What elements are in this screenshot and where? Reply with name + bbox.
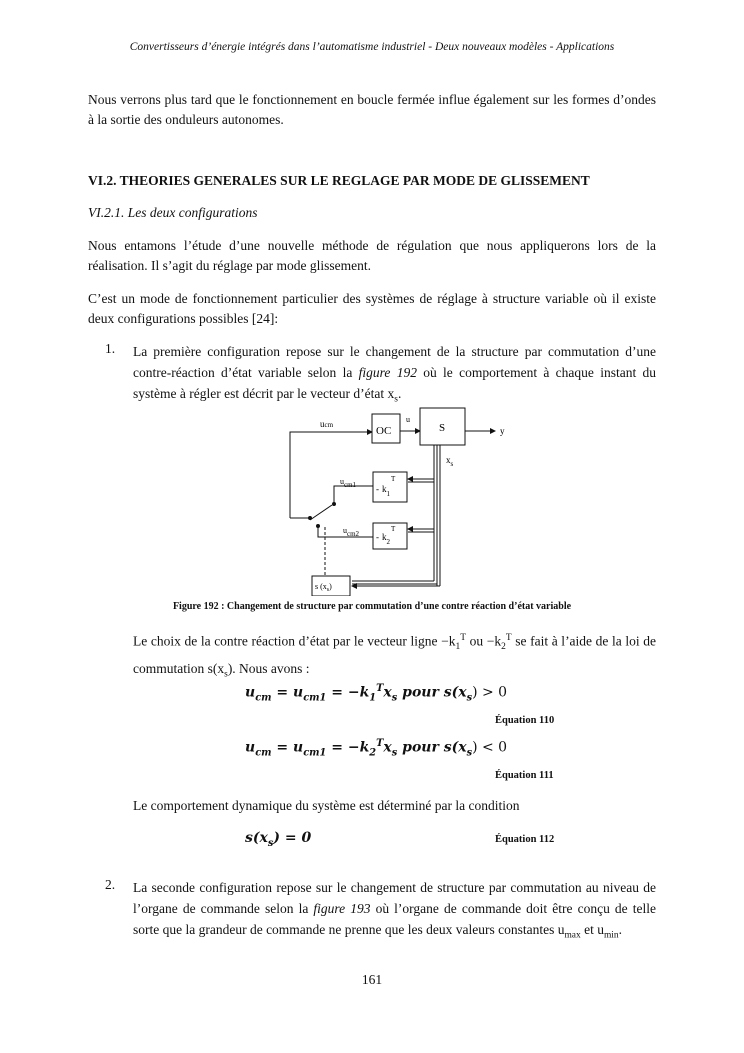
equation-110-label: Équation 110 [495, 715, 555, 726]
equation-112-label: Équation 112 [495, 834, 555, 845]
label-sxs: s $(x_s)$ [315, 582, 332, 593]
label-oc: OC [376, 425, 392, 437]
label-k1-sup: T [391, 475, 396, 483]
label-ucm2: ucm2 [343, 526, 360, 538]
list-item-1: La première configuration repose sur le changement de la structure par commutation d’une contre-réaction d’état variable selon la figure 192 où le comportement à chaque instant du système à régler est décrit par le vecteur d’état $x_s$. [133, 344, 656, 405]
figure-caption: Figure 192 : Changement de structure par commutation d’une contre réaction d’état variable [172, 601, 572, 612]
dynamic-paragraph: Le comportement dynamique du système est déterminé par la condition [133, 798, 520, 813]
label-xs: $x_s$ [446, 455, 454, 468]
equation-111-label: Équation 111 [495, 770, 554, 781]
page-number: 161 [361, 972, 383, 987]
list-item-2: La seconde configuration repose sur le changement de structure par commutation au niveau de l’organe de commande selon la figure 193 où l’organe de commande doit être conçu de telle sorte que la grandeur de commande ne prenne que les deux valeurs constantes $u_{max}$ et $u_{min}$. [133, 880, 656, 941]
list-number-1: 1. [105, 341, 116, 356]
label-k1: - $k_1$ [376, 484, 390, 498]
list-number-2: 2. [105, 877, 116, 892]
label-u: u [406, 415, 410, 424]
paragraph-1: Nous entamons l’étude d’une nouvelle méthode de régulation que nous appliquerons lors de la réalisation. Il s’agit du réglage par mode glissement. [88, 238, 656, 273]
section-title: VI.2. THEORIES GENERALES SUR LE REGLAGE PAR MODE DE GLISSEMENT [88, 173, 590, 188]
figure-192-reference[interactable]: figure 192 [358, 365, 417, 380]
intro-paragraph: Nous verrons plus tard que le fonctionnement en boucle fermée influe également sur les formes d’ondes à la sortie des onduleurs autonomes. [88, 92, 656, 127]
label-y: y [500, 426, 505, 436]
label-k2: - $k_2$ [376, 532, 390, 546]
figure-192-diagram [270, 400, 530, 596]
label-ucm1: ucm1 [340, 477, 357, 489]
label-ucm: ucm [320, 419, 334, 429]
equation-110: $u_{cm} = u_{cm1} = -k_1^Tx_s$ pour $s(x_s) > 0$ [245, 683, 508, 704]
running-header: Convertisseurs d’énergie intégrés dans l’automatisme industriel - Deux nouveaux modèles - Applications [129, 41, 615, 53]
choice-paragraph: Le choix de la contre réaction d’état par le vecteur ligne $-k_1^T$ ou $-k_2^T$ se fait à l’aide de la loi de commutation $s(x_s)$. Nous avons : [133, 633, 656, 680]
subsection-title: VI.2.1. Les deux configurations [88, 205, 258, 220]
equation-112: $s(x_s) = 0$ [245, 830, 312, 849]
figure-193-reference[interactable]: figure 193 [313, 901, 371, 916]
label-s: S [439, 422, 446, 434]
equation-111: $u_{cm} = u_{cm1} = -k_2^Tx_s$ pour $s(x_s) < 0$ [245, 738, 508, 759]
label-k2-sup: T [391, 525, 396, 533]
paragraph-2: C’est un mode de fonctionnement particulier des systèmes de réglage à structure variable où il existe deux configurations possibles [24]: [88, 291, 656, 326]
